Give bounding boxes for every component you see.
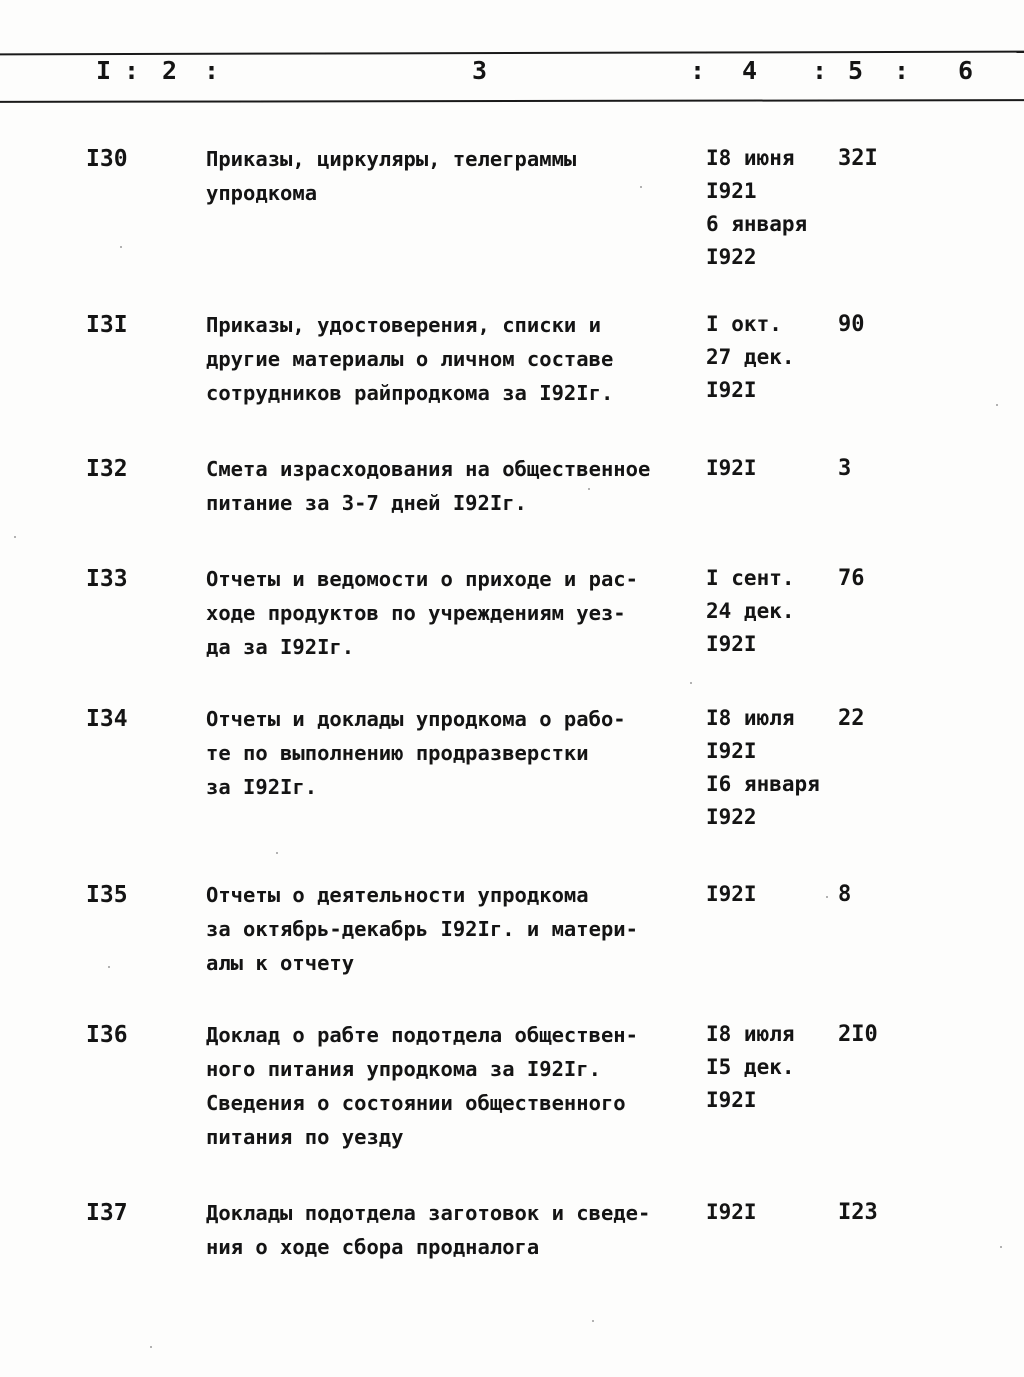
scan-speck — [996, 404, 998, 406]
entry-dates — [706, 142, 836, 274]
entry-title — [206, 452, 706, 520]
scan-speck — [14, 536, 16, 538]
entry-title-line: Приказы, циркуляры, телеграммы — [206, 147, 577, 171]
header-separator: : — [204, 56, 220, 85]
scan-speck — [826, 896, 828, 898]
entry-sheet-count: 2I0 — [838, 1022, 878, 1047]
entry-title-line: за октябрь-декабрь I92Iг. и матери- — [206, 917, 638, 941]
entry-sheet-count: 32I — [838, 146, 878, 171]
scan-speck — [592, 1320, 594, 1322]
scan-speck — [690, 682, 692, 684]
entry-title-line: упродкома — [206, 181, 318, 205]
scan-speck — [276, 852, 278, 854]
entry-date-line: 27 дек. — [706, 345, 795, 369]
entry-date-line: I92I — [706, 632, 757, 656]
entry-title-line: те по выполнению продразверстки — [206, 741, 589, 765]
entry-dates — [706, 878, 836, 911]
entry-title-line: питания по уезду — [206, 1125, 404, 1149]
entry-sheet-count: 76 — [838, 566, 865, 591]
entry-title — [206, 142, 706, 210]
scan-speck — [150, 1346, 152, 1348]
entry-title-line: алы к отчету — [206, 951, 355, 975]
entry-title — [206, 1196, 706, 1264]
scan-speck — [640, 186, 642, 188]
entry-date-line: I922 — [706, 245, 757, 269]
entry-date-line: I сент. — [706, 566, 795, 590]
entry-date-line: I5 дек. — [706, 1055, 795, 1079]
entry-title-line: за I92Iг. — [206, 775, 318, 799]
entry-dates — [706, 1196, 836, 1229]
entry-title-line: Доклад о рабте подотдела обществен- — [206, 1023, 638, 1047]
entry-number: I34 — [86, 706, 128, 732]
entry-title — [206, 562, 706, 664]
entry-title-line: да за I92Iг. — [206, 635, 355, 659]
header-col-6: 6 — [958, 56, 974, 85]
entry-date-line: I92I — [706, 456, 757, 480]
entry-date-line: I92I — [706, 1200, 757, 1224]
header-bottom-rule — [0, 99, 1024, 103]
header-col-5: 5 — [848, 56, 864, 85]
entry-sheet-count: 3 — [838, 456, 852, 481]
header-separator: : — [690, 56, 706, 85]
scan-speck — [588, 488, 590, 490]
header-separator: : — [894, 56, 910, 85]
header-col-3: 3 — [472, 56, 488, 85]
entry-sheet-count: 8 — [838, 882, 852, 907]
entry-number: I30 — [86, 146, 128, 172]
entry-title — [206, 878, 706, 980]
header-separator: : — [124, 56, 140, 85]
entry-date-line: I921 — [706, 179, 757, 203]
entry-number: I37 — [86, 1200, 128, 1226]
entry-number: I33 — [86, 566, 128, 592]
entry-number: I3I — [86, 312, 128, 338]
entry-number: I35 — [86, 882, 128, 908]
entry-title-line: Отчеты о деятельности упродкома — [206, 883, 589, 907]
entry-title-line: Смета израсходования на общественное — [206, 457, 651, 481]
header-col-2: 2 — [162, 56, 178, 85]
entry-dates — [706, 452, 836, 485]
entry-title-line: ного питания упродкома за I92Iг. — [206, 1057, 601, 1081]
entry-title-line: питание за 3-7 дней I92Iг. — [206, 491, 527, 515]
entry-date-line: I6 января — [706, 772, 820, 796]
entry-date-line: I8 июля — [706, 706, 795, 730]
entry-date-line: 6 января — [706, 212, 808, 236]
entry-title-line: Отчеты и ведомости о приходе и рас- — [206, 567, 638, 591]
entry-title-line: сотрудников райпродкома за I92Iг. — [206, 381, 614, 405]
entry-date-line: I922 — [706, 805, 757, 829]
entry-date-line: I8 июня — [706, 146, 795, 170]
entry-date-line: I окт. — [706, 312, 782, 336]
header-col-4: 4 — [742, 56, 758, 85]
header-separator: : — [812, 56, 828, 85]
entry-title — [206, 702, 706, 804]
entry-title-line: Сведения о состоянии общественного — [206, 1091, 626, 1115]
entry-date-line: I92I — [706, 1088, 757, 1112]
entry-date-line: I8 июля — [706, 1022, 795, 1046]
entry-dates — [706, 702, 836, 834]
entry-title-line: Доклады подотдела заготовок и сведе- — [206, 1201, 651, 1225]
entry-number: I32 — [86, 456, 128, 482]
entry-title-line: Отчеты и доклады упродкома о рабо- — [206, 707, 626, 731]
scan-speck — [108, 966, 110, 968]
entry-dates — [706, 562, 836, 661]
entry-title-line: ходе продуктов по учреждениям уез- — [206, 601, 626, 625]
entry-date-line: I92I — [706, 378, 757, 402]
header-col-1: I — [96, 56, 112, 85]
entry-sheet-count: 22 — [838, 706, 865, 731]
entry-title-line: другие материалы о личном составе — [206, 347, 614, 371]
entry-dates — [706, 308, 836, 407]
scan-speck — [1000, 1246, 1002, 1248]
header-top-rule — [0, 51, 1024, 56]
entry-dates — [706, 1018, 836, 1117]
entry-title-line: ния о ходе сбора продналога — [206, 1235, 540, 1259]
entry-sheet-count: I23 — [838, 1200, 878, 1225]
entry-sheet-count: 90 — [838, 312, 865, 337]
entry-title — [206, 308, 706, 410]
entry-title-line: Приказы, удостоверения, списки и — [206, 313, 601, 337]
entry-title — [206, 1018, 706, 1154]
entry-date-line: I92I — [706, 882, 757, 906]
entry-date-line: 24 дек. — [706, 599, 795, 623]
scan-speck — [120, 246, 122, 248]
entry-number: I36 — [86, 1022, 128, 1048]
entry-date-line: I92I — [706, 739, 757, 763]
